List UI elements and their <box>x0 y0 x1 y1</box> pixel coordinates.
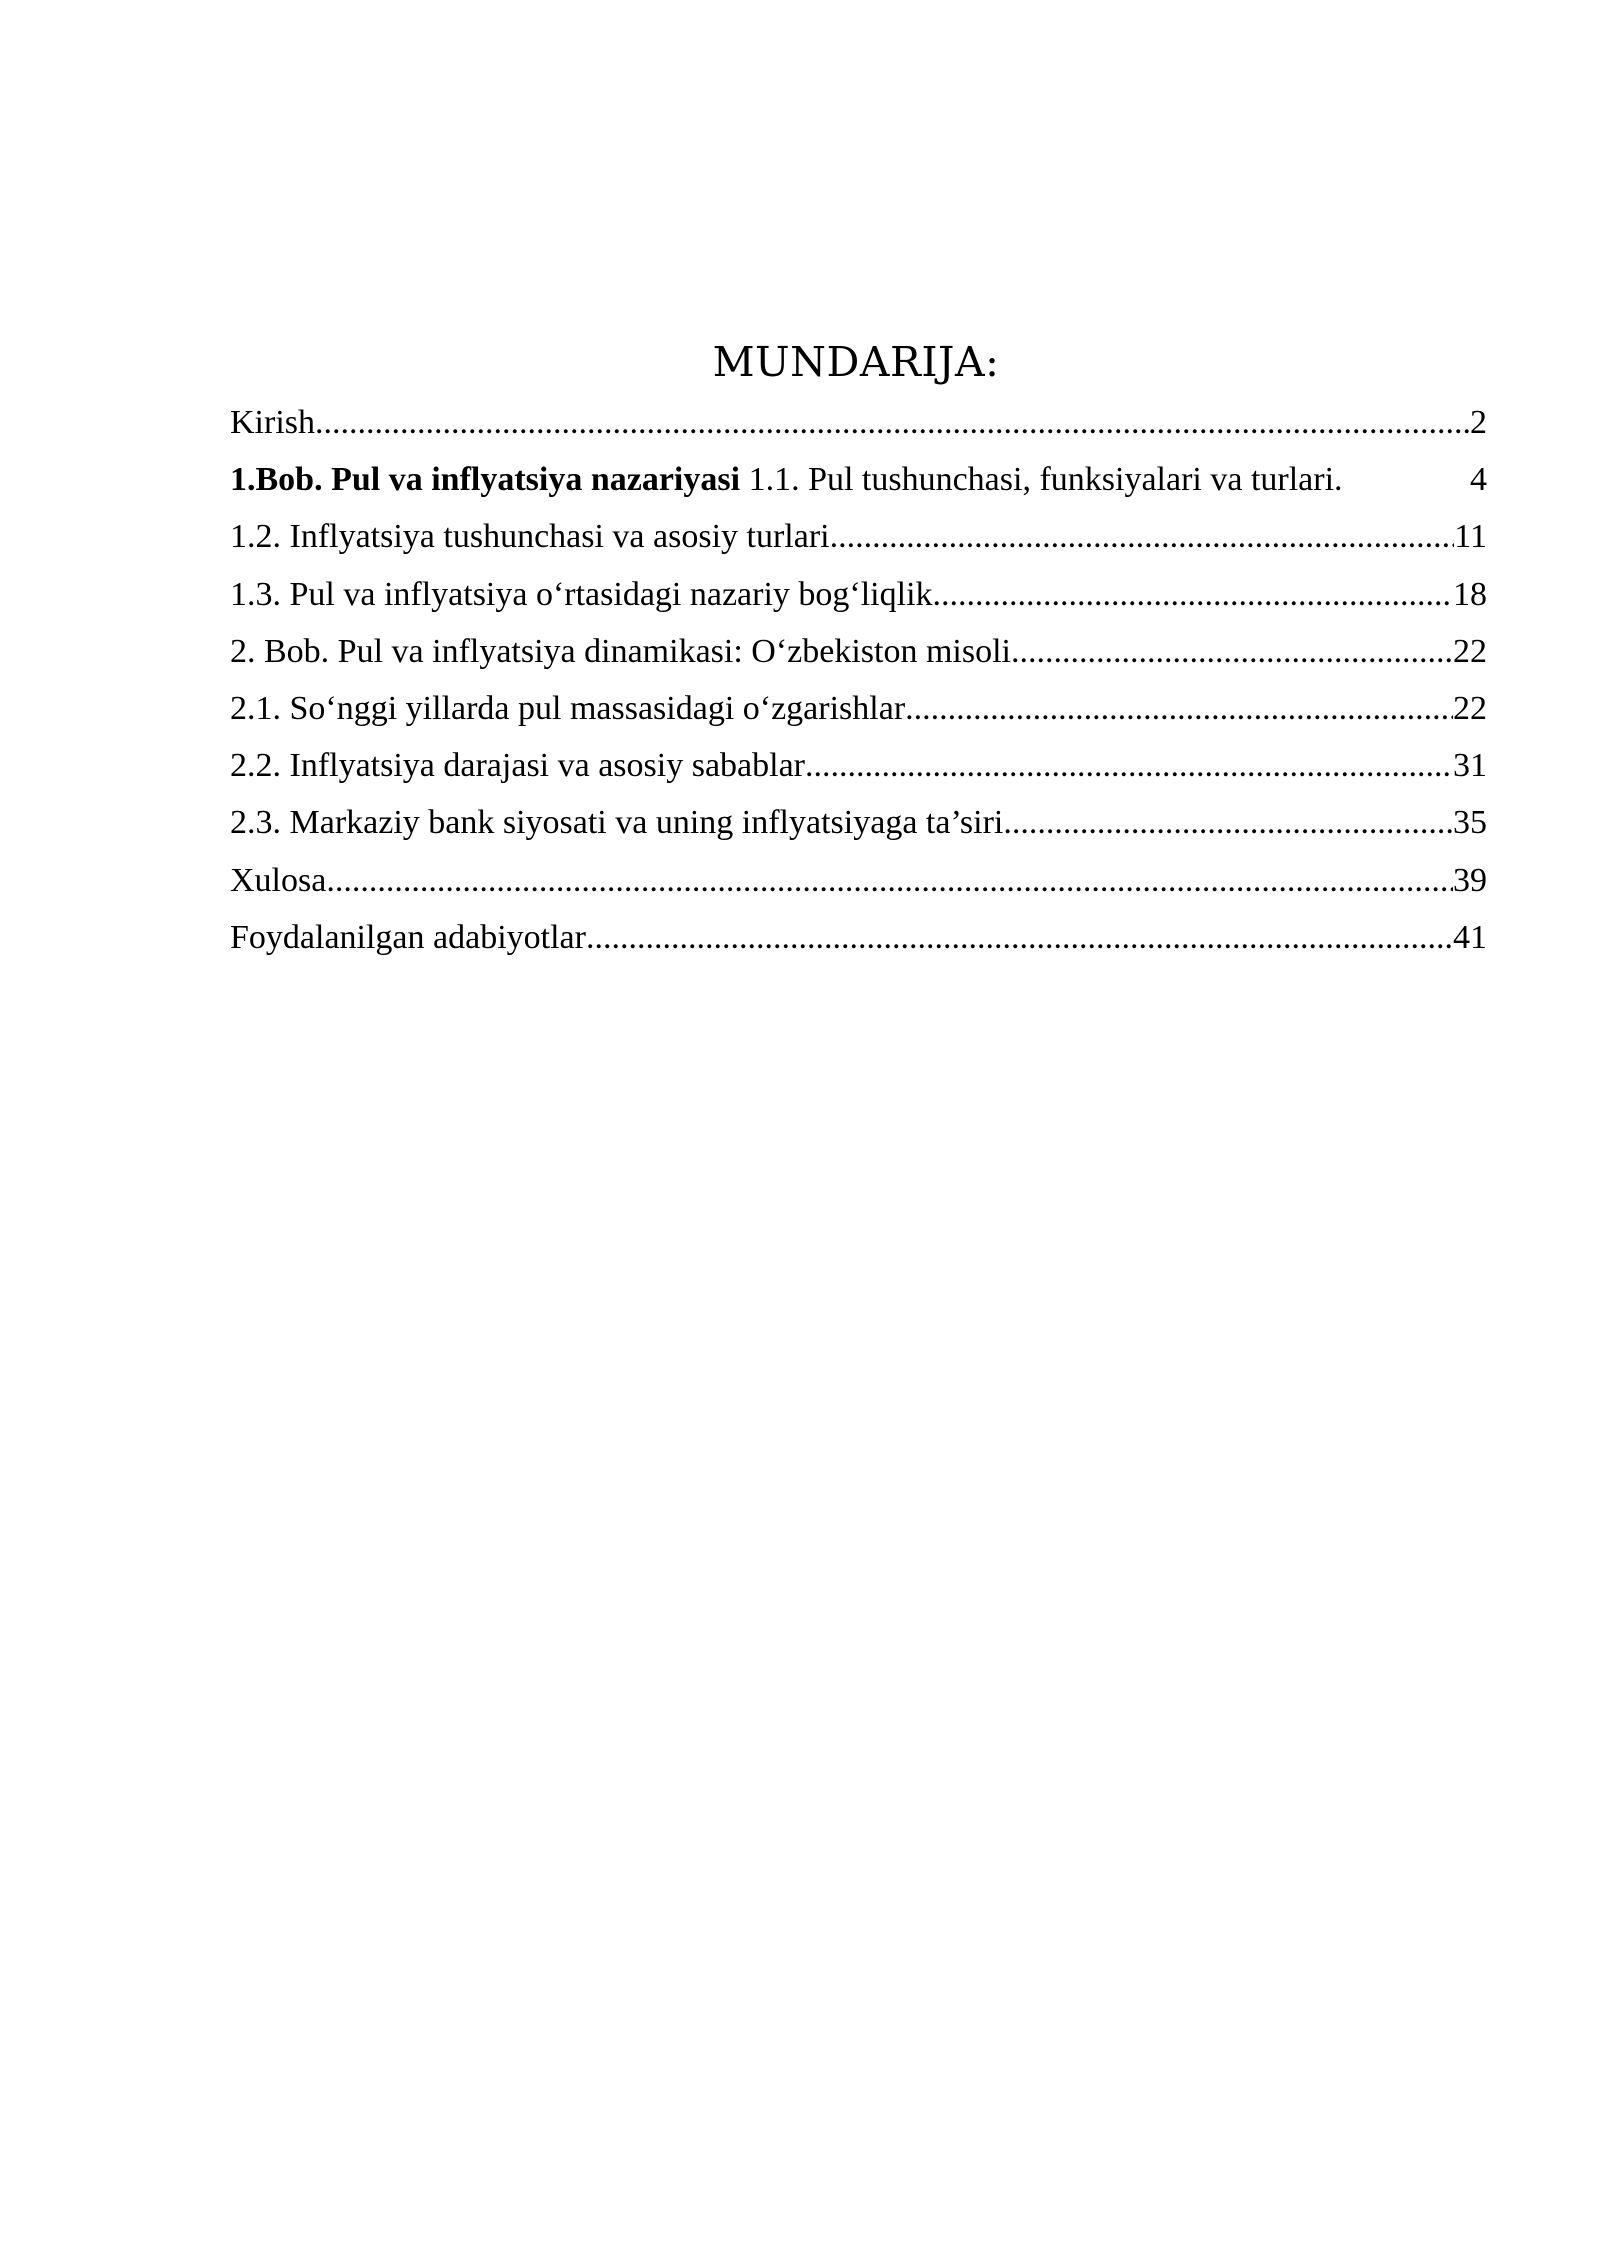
toc-entry-xulosa <box>230 852 1487 909</box>
toc-page-number: 35 <box>1453 804 1487 842</box>
toc-entry-label: Foydalanilgan adabiyotlar <box>230 918 586 956</box>
toc-page-number: 11 <box>1454 518 1487 556</box>
toc-leader-dots <box>315 394 1470 451</box>
toc-leader-dots <box>326 852 1453 909</box>
toc-page-number: 4 <box>1470 461 1487 499</box>
toc-page-number: 39 <box>1453 861 1487 899</box>
toc-entry-2-1 <box>230 680 1487 737</box>
toc-leader-dots <box>905 680 1453 737</box>
toc-entry-label: 2.3. Markaziy bank siyosati va uning inflyatsiyaga ta’siri <box>230 804 1004 842</box>
toc-entry-label: Kirish <box>230 404 315 441</box>
toc-entry-chapter-1 <box>230 451 1487 508</box>
toc-page-number: 22 <box>1453 689 1487 727</box>
toc-entry-label: 2.2. Inflyatsiya darajasi va asosiy sabablar <box>230 747 805 785</box>
toc-entry-1-3 <box>230 566 1487 623</box>
toc-entry-adabiyotlar <box>230 909 1487 966</box>
toc-page-number: 18 <box>1453 575 1487 613</box>
page-title: MUNDARIJA: <box>712 338 1000 386</box>
toc-entry-2-3 <box>230 794 1487 851</box>
toc-page-number: 2 <box>1470 404 1487 441</box>
toc-leader-dots <box>830 508 1455 565</box>
toc-entry-2-2 <box>230 737 1487 794</box>
table-of-contents <box>230 394 1487 966</box>
toc-entry-label: Xulosa <box>230 861 327 899</box>
toc-page-number: 31 <box>1453 747 1487 785</box>
toc-entry-label: 1.2. Inflyatsiya tushunchasi va asosiy turlari <box>230 518 830 556</box>
toc-page-number: 41 <box>1453 918 1487 956</box>
toc-entry-label: 1.Bob. Pul va inflyatsiya nazariyasi 1.1. Pul tushunchasi, funksiyalari va turlari. <box>230 461 1343 499</box>
toc-page-number: 22 <box>1453 632 1487 670</box>
toc-entry-label: 2. Bob. Pul va inflyatsiya dinamikasi: O‘zbekiston misoli <box>230 632 1011 670</box>
toc-leader-dots <box>805 737 1453 794</box>
toc-entry-label: 2.1. So‘nggi yillarda pul massasidagi o‘zgarishlar <box>230 689 906 727</box>
toc-leader-dots <box>1003 794 1453 851</box>
toc-entry-label: 1.3. Pul va inflyatsiya o‘rtasidagi nazariy bog‘liqlik <box>230 575 933 613</box>
toc-entry-kirish <box>230 394 1487 451</box>
toc-leader-dots <box>1011 623 1453 680</box>
toc-chapter-heading: 1.Bob. Pul va inflyatsiya nazariyasi <box>230 461 741 499</box>
toc-leader-dots <box>933 566 1453 623</box>
toc-leader-dots <box>586 909 1453 966</box>
toc-entry-1-2 <box>230 508 1487 565</box>
toc-entry-chapter-2 <box>230 623 1487 680</box>
